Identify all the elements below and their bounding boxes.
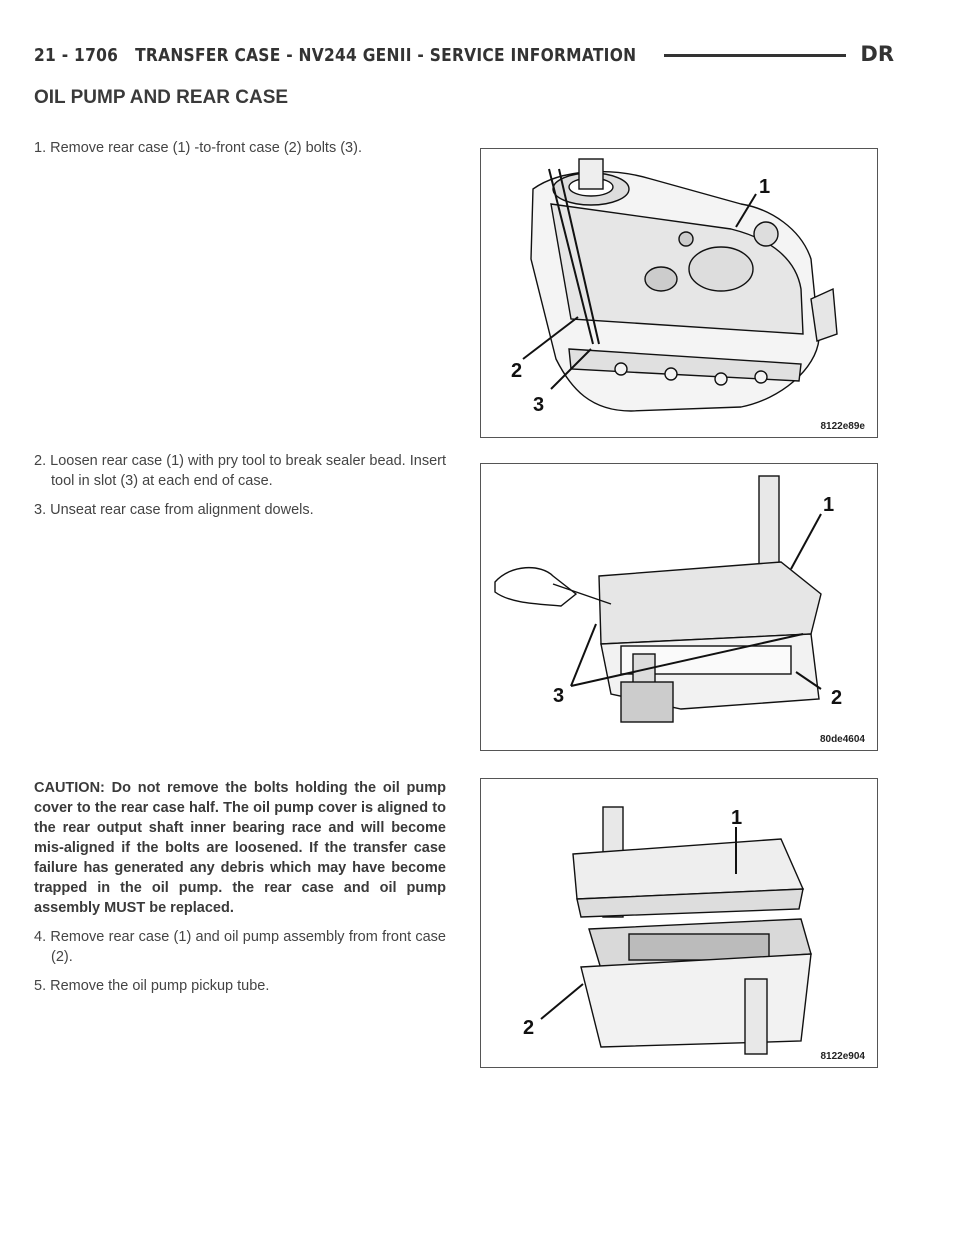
step-1: 1. Remove rear case (1) -to-front case (2) bolts (3). [34, 140, 362, 156]
text-block-1 [34, 138, 446, 167]
figure-1 [480, 148, 878, 438]
pry-tool-rear-case-illustration [481, 464, 877, 750]
step-2: 2. Loosen rear case (1) with pry tool to break sealer bead. Insert tool in slot (3) at each end of case. [34, 453, 446, 489]
figure-2-callout-3: 3 [553, 685, 565, 707]
figure-3 [480, 778, 878, 1068]
transfer-case-rear-view-illustration [481, 149, 877, 437]
step-5: 5. Remove the oil pump pickup tube. [34, 978, 270, 994]
figure-2-callout-1: 1 [823, 494, 835, 516]
figure-2-code: 80de4604 [819, 734, 865, 745]
header-model-code: DR [860, 42, 894, 66]
step-3: 3. Unseat rear case from alignment dowels. [34, 502, 314, 518]
text-block-2 [34, 451, 446, 529]
figure-1-callout-1: 1 [759, 176, 771, 198]
figure-3-code: 8122e904 [820, 1051, 865, 1062]
figure-2 [480, 463, 878, 751]
step-4: 4. Remove rear case (1) and oil pump assembly from front case (2). [34, 929, 446, 965]
figure-1-code: 8122e89e [820, 421, 865, 432]
page-header [34, 40, 894, 70]
figure-3-callout-1: 1 [731, 807, 743, 829]
header-title: TRANSFER CASE - NV244 GENII - SERVICE INFORMATION [135, 44, 637, 66]
section-title: OIL PUMP AND REAR CASE [34, 87, 289, 108]
figure-2-callout-2: 2 [831, 687, 843, 709]
figure-1-callout-3: 3 [533, 394, 545, 416]
header-title-line [34, 45, 636, 66]
figure-3-callout-2: 2 [523, 1017, 535, 1039]
rear-case-oil-pump-removal-illustration [481, 779, 877, 1067]
header-rule [664, 54, 846, 57]
header-page-ref: 21 - 1706 [34, 44, 119, 66]
text-block-3 [34, 778, 446, 1005]
figure-1-callout-2: 2 [511, 360, 523, 382]
caution-note: CAUTION: Do not remove the bolts holding the oil pump cover to the rear case half. The oil pump cover is aligned to the rear output shaft inner bearing race and will become mis-aligned if the bolts are loosened. If the transfer case failure has generated any debris which may have become trapped in the oil pump. the rear case and oil pump assembly MUST be replaced. [34, 780, 446, 916]
